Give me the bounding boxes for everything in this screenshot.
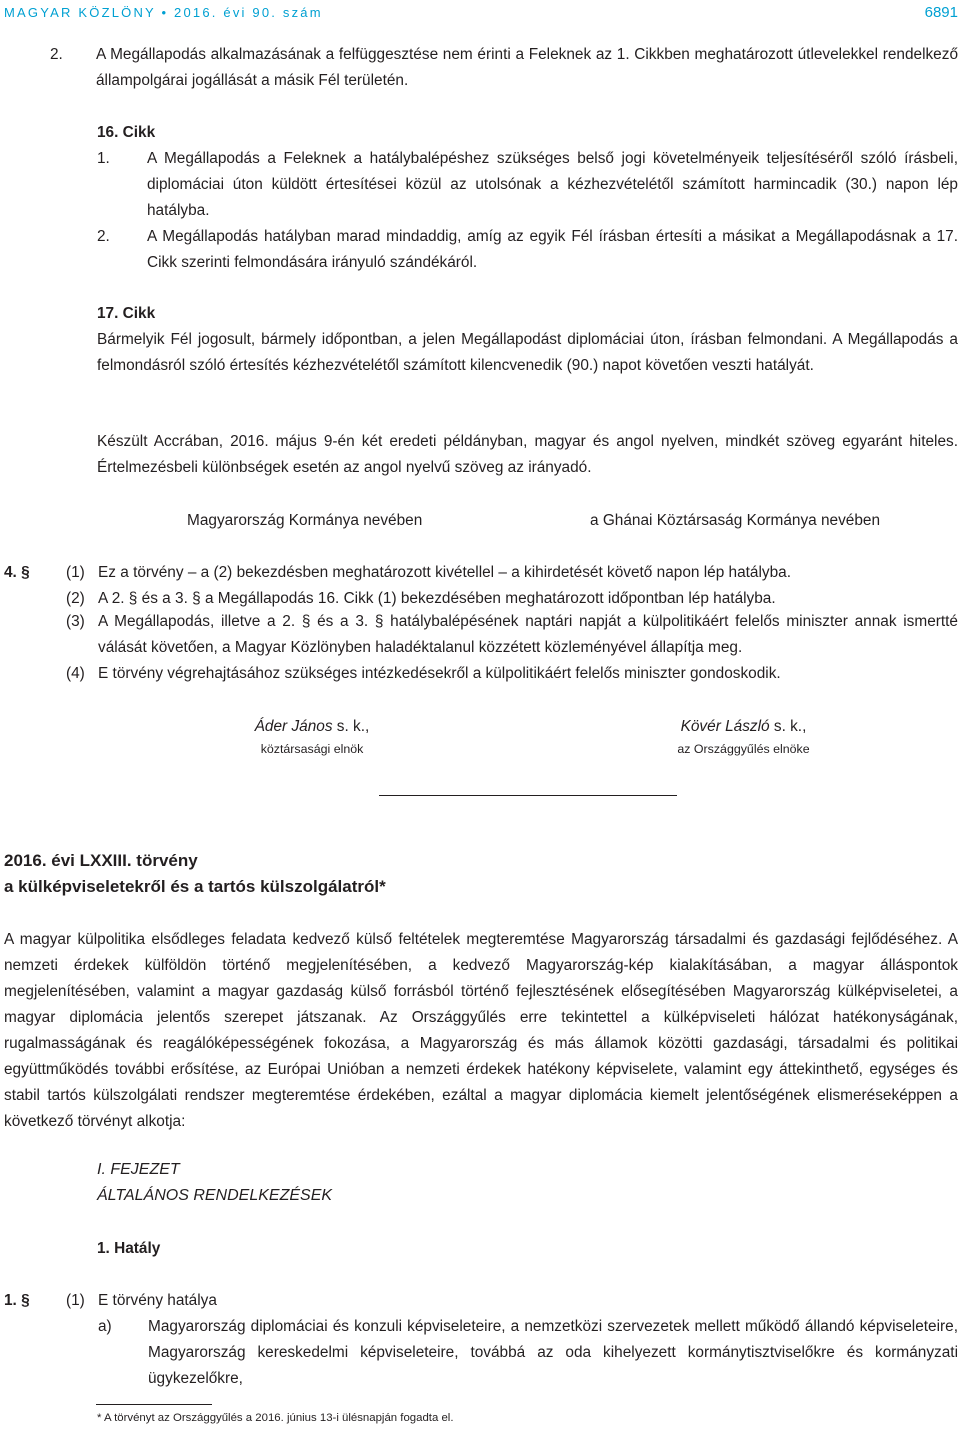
item-number: (2) — [66, 590, 85, 607]
separator-line — [379, 795, 677, 796]
sec1-paragraph-number: (1) — [66, 1292, 85, 1309]
item-number: (1) — [66, 564, 85, 581]
sec4-item-1 — [66, 560, 958, 586]
law-number: 2016. évi LXXIII. törvény — [4, 851, 198, 870]
signer-suffix: s. k., — [332, 718, 370, 735]
article-16-heading: 16. Cikk — [97, 124, 156, 141]
running-title: MAGYAR KÖZLÖNY • 2016. évi 90. szám — [4, 5, 323, 20]
sec4-item-3 — [66, 609, 958, 661]
item-text: A Megállapodás, illetve a 2. § és a 3. § hatálybalépésének naptári napját a külpolitikáért felelős miniszter annak ismertté válását követően, a Magyar Közlönyben haladéktalanul közzétett közleményével állapítja meg. — [98, 613, 958, 656]
paragraph-text: A Megállapodás alkalmazásának a felfüggesztése nem érinti a Feleknek az 1. Cikkben meghatározott útlevelekkel rendelkező állampolgárai jogállását a másik Fél területén. — [96, 46, 958, 89]
signature-ghana: a Ghánai Köztársaság Kormánya nevében — [590, 512, 881, 529]
paragraph-number: 2. — [97, 228, 110, 245]
closing-text: Készült Accrában, 2016. május 9-én két eredeti példányban, magyar és angol nyelven, mindkét szöveg egyaránt hiteles. Értelmezésbeli különbségek esetén az angol nyelvű szöveg az irányadó. — [97, 433, 958, 476]
item-text: E törvény végrehajtásához szükséges intézkedésekről a külpolitikáért felelős miniszter gondoskodik. — [98, 665, 781, 682]
item-number: (3) — [66, 613, 85, 630]
paragraph-number: 2. — [50, 46, 63, 63]
preamble: A magyar külpolitika elsődleges feladata kedvező külső feltételek megteremtése Magyarország társadalmi és gazdasági fejlődéséhez. A nemzeti érdekek külföldön történő megjelenítésében, a kedvező Magyarország-kép kialakításában, a magyar álláspontok megjelenítésében, valamint a magyar gazdaság külső forrásból történő fejlesztésének elősegítésében Magyarország külképviseletei, a magyar diplomácia jelentős szerepet játszanak. Az Országgyűlés erre tekintettel a külképviseleti hálózat hatékonyságának, rugalmasságának és reagálóképességének fokozása, a Magyarország és más államok közötti gazdasági, társadalmi és politikai együttműködés további erősítése, az Európai Unióban a nemzeti érdekek hatékony képviselete, valamint egy áttekinthető, egységes és stabil tartós külszolgálati rendszer megteremtése érdekében, ezáltal a magyar diplomácia kiemelt jelentőségének elismeréseképpen a következő törvényt alkotja: — [4, 931, 958, 1130]
sec4-item-4 — [66, 661, 958, 687]
signer-right — [656, 714, 831, 758]
art16-paragraph-1 — [97, 146, 958, 224]
article-17-text: Bármelyik Fél jogosult, bármely időpontban, a jelen Megállapodást diplomáciai úton, írásban felmondani. A Megállapodás a felmondásról szóló értesítés kézhezvételétől számított kilencvenedik (90.) napot követően veszti hatályát. — [97, 331, 958, 374]
signer-name: Áder János — [254, 718, 333, 735]
signature-hungary: Magyarország Kormánya nevében — [187, 512, 423, 529]
page-header — [4, 0, 958, 22]
item-text: A 2. § és a 3. § a Megállapodás 16. Cikk (1) bekezdésében meghatározott időpontban lép hatályba. — [98, 590, 776, 607]
section-1-number: 1. § — [4, 1292, 30, 1309]
item-text: Ez a törvény – a (2) bekezdésben meghatározott kivétellel – a kihirdetését követő napon lép hatályba. — [98, 564, 791, 581]
article-17-heading: 17. Cikk — [97, 305, 156, 322]
paragraph-number: 1. — [97, 150, 110, 167]
chapter-number: I. FEJEZET — [97, 1161, 180, 1178]
item-number: (4) — [66, 665, 85, 682]
signer-left — [232, 714, 392, 758]
paragraph-text: A Megállapodás a Feleknek a hatálybalépéshez szükséges belső jogi követelményeik teljesítéséről szóló írásbeli, diplomáciai úton küldött értesítései közül az utolsónak a kézhezvételétől számított harmincadik (30.) napon lép hatályba. — [147, 150, 958, 219]
footnote: * A törvényt az Országgyűlés a 2016. június 13-i ülésnapján fogadta el. — [97, 1412, 454, 1424]
point-a-text: Magyarország diplomáciai és konzuli képviseleteire, a nemzetközi szervezetek mellett működő állandó képviseleteire, Magyarország kereskedelmi képviseleteire, továbbá az oda kihelyezett kormánytisztviselőkre és kormányzati ügykezelőkre, — [148, 1318, 958, 1387]
sec1-paragraph-text: E törvény hatálya — [98, 1292, 217, 1309]
subtitle-scope: 1. Hatály — [97, 1240, 161, 1257]
page-number: 6891 — [924, 4, 958, 21]
art16-paragraph-2 — [97, 224, 958, 276]
signer-name: Kövér László — [680, 718, 770, 735]
section-4-number: 4. § — [4, 564, 30, 581]
signer-title: köztársasági elnök — [260, 742, 364, 756]
signer-title: az Országgyűlés elnöke — [677, 742, 810, 756]
footnote-separator — [96, 1404, 212, 1405]
law-title: a külképviseletekről és a tartós külszolgálatról* — [4, 877, 386, 896]
art15-paragraph-2 — [50, 42, 958, 94]
chapter-title: ÁLTALÁNOS RENDELKEZÉSEK — [97, 1187, 333, 1204]
point-a-label: a) — [98, 1318, 112, 1335]
signer-suffix: s. k., — [769, 718, 807, 735]
paragraph-text: A Megállapodás hatályban marad mindaddig, amíg az egyik Fél írásban értesíti a másikat a Megállapodásnak a 17. Cikk szerinti felmondására irányuló szándékáról. — [147, 228, 958, 271]
